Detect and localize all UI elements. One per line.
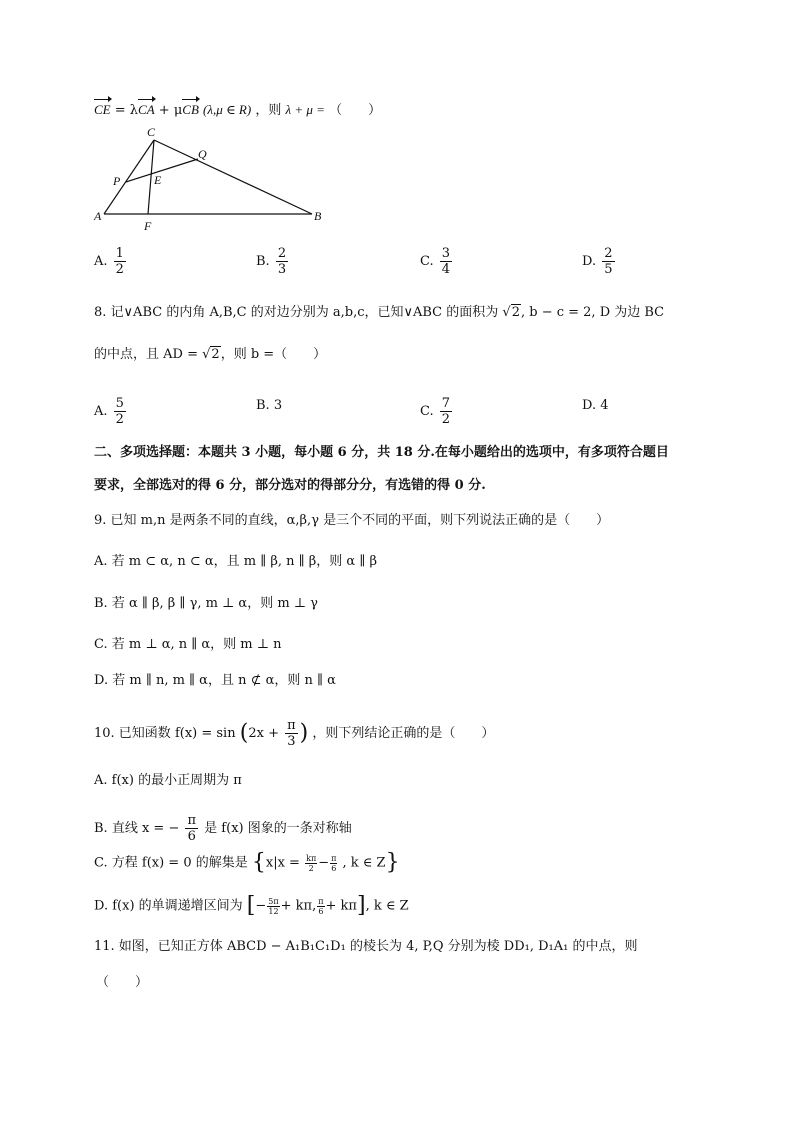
q10-option-c: C. 方程 f(x) = 0 的解集是 {x|x = $\frac{k\pi}{2}$ − $\frac{\pi}{6}$ , k ∈ Z} <box>94 850 400 875</box>
label-a: A <box>94 209 102 223</box>
vector-ca: CA <box>138 100 155 120</box>
q8-line1: 8. 记∨ABC 的内角 A,B,C 的对边分别为 a,b,c，已知∨ABC 的面积为 √2, b − c = 2, D 为边 BC <box>94 305 665 320</box>
q10-option-b: B. 直线 x = − $\frac{\pi}{6}$ 是 f(x) 图象的一条对称轴 <box>94 813 352 844</box>
q8-option-d: D. 4 <box>582 398 609 413</box>
label-p: P <box>113 174 121 188</box>
label-b: B <box>314 209 322 223</box>
q11-stem-line1: 11. 如图，已知正方体 ABCD − A₁B₁C₁D₁ 的棱长为 4, P,Q 分别为棱 DD₁, D₁A₁ 的中点，则 <box>94 939 638 954</box>
section2-heading-line2: 要求，全部选对的得 6 分，部分选对的得部分分，有选错的得 0 分. <box>94 478 486 493</box>
q7-tail: ，则 <box>255 103 282 118</box>
q8-option-b: B. 3 <box>256 398 283 413</box>
q7-option-d: D. $\frac{2}{5}$ <box>582 246 613 277</box>
q7-stem: CE = λCA + μCB (λ,μ ∈ R) ，则 λ + μ = （ ） <box>94 102 382 118</box>
q8-option-a: A. $\frac{5}{2}$ <box>94 396 124 427</box>
q11-stem-line2: （ ） <box>96 975 149 990</box>
q10-option-a: A. f(x) 的最小正周期为 π <box>94 773 242 788</box>
vector-cb: CB <box>182 100 199 120</box>
label-f: F <box>144 219 152 233</box>
q7-paren: （ ） <box>329 103 382 118</box>
q7-ask: λ + μ = <box>285 102 325 117</box>
vector-ce: CE <box>94 100 111 120</box>
triangle-figure <box>88 122 328 234</box>
q7-option-a: A. $\frac{1}{2}$ <box>94 246 124 277</box>
q7-option-c: C. $\frac{3}{4}$ <box>420 246 451 277</box>
q9-stem: 9. 已知 m,n 是两条不同的直线，α,β,γ 是三个不同的平面，则下列说法正确的是（ ） <box>94 513 610 528</box>
q8-line2: 的中点，且 AD = √2，则 b =（ ） <box>94 347 327 362</box>
q7-condition: (λ,μ ∈ R) <box>203 102 252 117</box>
q7-option-b: B. $\frac{2}{3}$ <box>256 246 287 277</box>
q10-option-d: D. f(x) 的单调递增区间为 [− $\frac{5\pi}{12}$ + kπ, $\frac{\pi}{6}$ + kπ], k ∈ Z <box>94 893 409 918</box>
q9-option-b: B. 若 α ∥ β, β ∥ γ, m ⊥ α，则 m ⊥ γ <box>94 596 318 611</box>
q8-option-c: C. $\frac{7}{2}$ <box>420 396 451 427</box>
label-c: C <box>147 125 156 139</box>
q9-option-a: A. 若 m ⊂ α, n ⊂ α，且 m ∥ β, n ∥ β，则 α ∥ β <box>94 554 377 569</box>
label-e: E <box>154 173 162 187</box>
q9-option-c: C. 若 m ⊥ α, n ∥ α，则 m ⊥ n <box>94 637 282 652</box>
q10-stem: 10. 已知函数 f(x) = sin (2x + $\frac{\pi}{3}$ ) ，则下列结论正确的是（ ） <box>94 718 495 749</box>
q9-option-d: D. 若 m ∥ n, m ∥ α，且 n ⊄ α，则 n ∥ α <box>94 673 336 688</box>
label-q: Q <box>198 147 207 161</box>
section2-heading-line1: 二、多项选择题：本题共 3 小题，每小题 6 分，共 18 分.在每小题给出的选项中，有多项符合题目 <box>94 445 669 460</box>
